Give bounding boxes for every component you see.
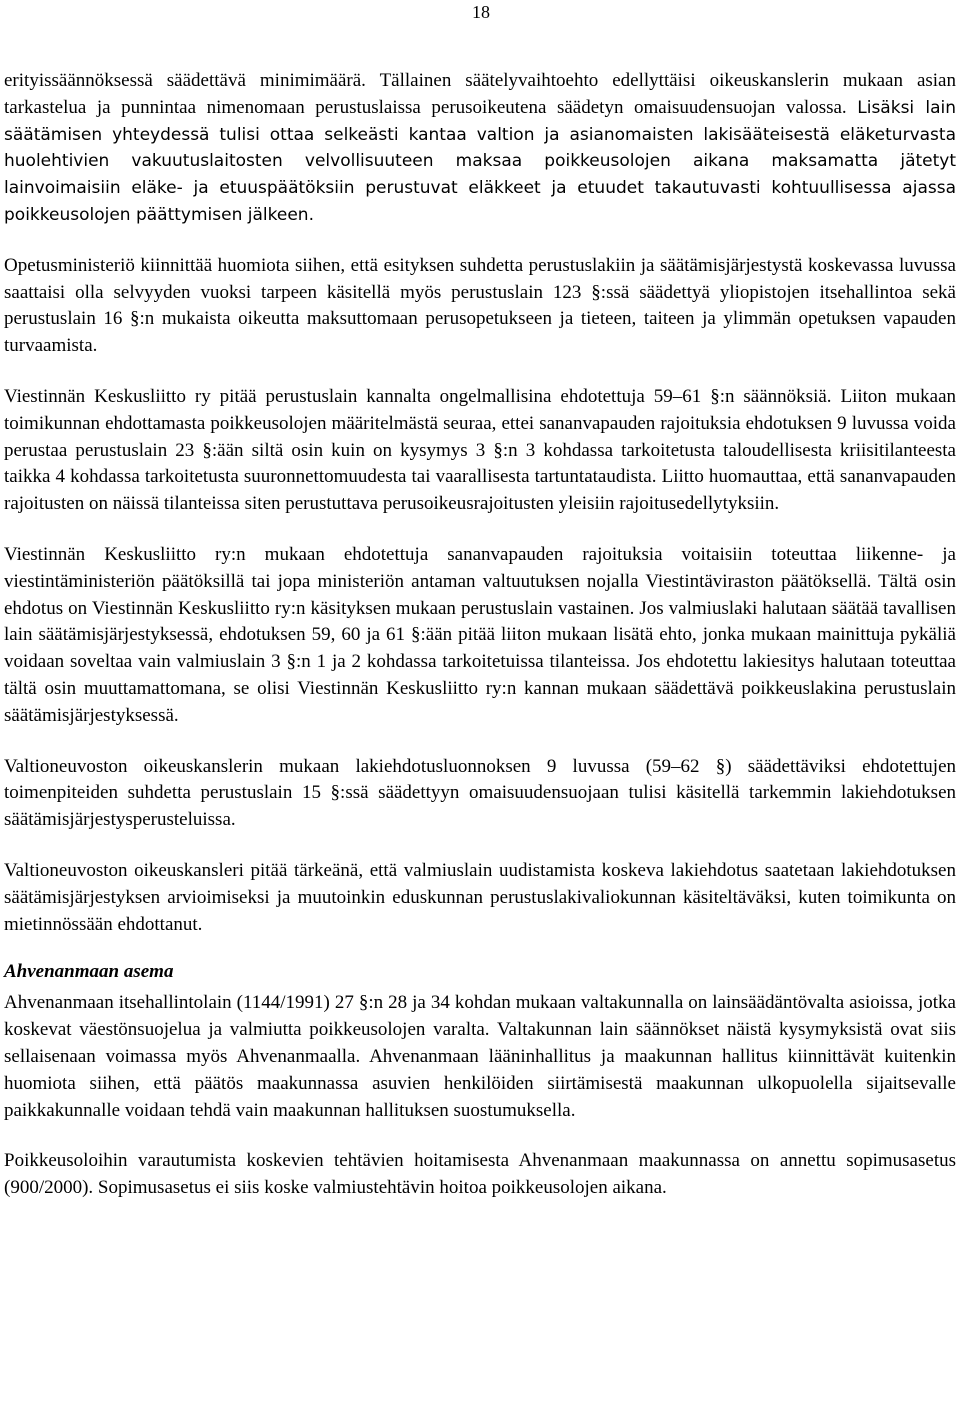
paragraph-6: Valtioneuvoston oikeuskansleri pitää tärkeänä, että valmiuslain uudistamista koskeva lakiehdotus saatetaan lakiehdotuksen säätämisjärjestyksen arvioimiseksi ja muutoinkin eduskunnan perustuslakivaliokunnan käsiteltäväksi, kuten toimikunta on mietinnössään ehdottanut. <box>4 859 956 935</box>
paragraph-2: Opetusministeriö kiinnittää huomiota siihen, että esityksen suhdetta perustuslakiin ja säätämisjärjestystä koskevassa luvussa saattaisi olla selvyyden vuoksi tarpeen käsitellä myös perustuslain 123 §:ssä säädettyä yliopistojen itsehallintoa sekä perustuslain 16 §:n mukaista oikeutta maksuttomaan perusopetukseen ja tieteen, taiteen ja ylimmän opetuksen vapauden turvaamista. <box>4 254 956 357</box>
paragraph-4: Viestinnän Keskusliitto ry:n mukaan ehdotettuja sananvapauden rajoituksia voitaisiin toteuttaa liikenne- ja viestintäministeriön päätöksillä tai jopa ministeriön antaman valtuutuksen nojalla Viestintäviraston päätöksellä. Tältä osin ehdotus on Viestinnän Keskusliitto ry:n käsityksen mukaan perustuslain vastainen. Jos valmiuslaki halutaan säätää tavallisen lain säätämisjärjestyksessä, ehdotuksen 59, 60 ja 61 §:ään pitää liiton mukaan lisätä ehto, jonka mukaan mainittuja pykäliä voidaan soveltaa vain valmiuslain 3 §:n 1 ja 2 kohdassa tarkoitetuissa tilanteissa. Jos ehdotettu lakiesitys halutaan toteuttaa tältä osin muuttamattomana, se olisi Viestinnän Keskusliitto ry:n kannan mukaan säädettävä poikkeuslakina perustuslain säätämisjärjestyksessä. <box>4 543 956 726</box>
paragraph-1 <box>4 68 956 229</box>
paragraph-3: Viestinnän Keskusliitto ry pitää perustuslain kannalta ongelmallisina ehdotettuja 59–61 §:n säännöksiä. Liiton mukaan toimikunnan ehdottamasta poikkeusolojen määritelmästä seuraa, ettei sananvapauden rajoituksia ehdotuksen 9 luvussa voida perustaa perustuslain 23 §:ään siltä osin kuin on kysymys 3 §:n 3 kohdassa tarkoitetusta taloudellisesta kriisitilanteesta taikka 4 kohdassa tarkoitetusta suuronnettomuudesta tai vaarallisesta tartuntataudista. Liitto huomauttaa, että sananvapauden rajoitusten on näissä tilanteissa siten perustuttava perusoikeusrajoitusten yleisiin rajoitusedellytyksiin. <box>4 385 956 515</box>
paragraph-5: Valtioneuvoston oikeuskanslerin mukaan lakiehdotusluonnoksen 9 luvussa (59–62 §) säädettäviksi ehdotettujen toimenpiteiden suhdetta perustuslain 15 §:ssä säädettyyn omaisuudensuojaan tulisi käsitellä tarkemmin lakiehdotuksen säätämisjärjestysperusteluissa. <box>4 755 956 831</box>
document-body <box>4 68 956 1226</box>
paragraph-1-serif-text: erityissäännöksessä säädettävä minimimäärä. Tällainen säätelyvaihtoehto edellyttäisi oikeuskanslerin mukaan asian tarkastelua ja punnintaa nimenomaan perustuslaissa perusoikeutena säädetyn omaisuudensuojan valossa. <box>4 70 956 118</box>
section-paragraph-2: Poikkeusoloihin varautumista koskevien tehtävien hoitamisesta Ahvenanmaan maakunnassa on annettu sopimusasetus (900/2000). Sopimusasetus ei siis koske valmiustehtävin hoitoa poikkeusolojen aikana. <box>4 1150 956 1199</box>
paragraph-1-sans-text: Lisäksi lain säätämisen yhteydessä tulisi ottaa selkeästi kantaa valtion ja asianomaisten lakisääteisestä eläketurvasta huolehtivien vakuutuslaitosten velvollisuuteen maksaa poikkeusolojen aikana maksamatta jätetyt lainvoimaisiin eläke- ja etuuspäätöksiin perustuvat eläkkeet ja etuudet takautuvasti kohtuullisessa ajassa poikkeusolojen päättymisen jälkeen. <box>4 97 956 225</box>
page-number: 18 <box>472 2 490 22</box>
section-heading: Ahvenanmaan asema <box>4 961 174 983</box>
section-paragraph-1: Ahvenanmaan itsehallintolain (1144/1991) 27 §:n 28 ja 34 kohdan mukaan valtakunnalla on lainsäädäntövalta asioissa, jotka koskevat väestönsuojelua ja valmiutta poikkeusolojen varalta. Valtakunnan lain säännökset näistä kysymyksistä ovat siis sellaisenaan voimassa myös Ahvenanmaalla. Ahvenanmaan lääninhallitus ja maakunnan hallitus kiinnittävät kuitenkin huomiota siihen, että päätös maakunnassa asuvien henkilöiden siirtämisestä maakunnan ulkopuolella sijaitsevalle paikkakunnalle voidaan tehdä vain maakunnan hallituksen suostumuksella. <box>4 992 956 1121</box>
